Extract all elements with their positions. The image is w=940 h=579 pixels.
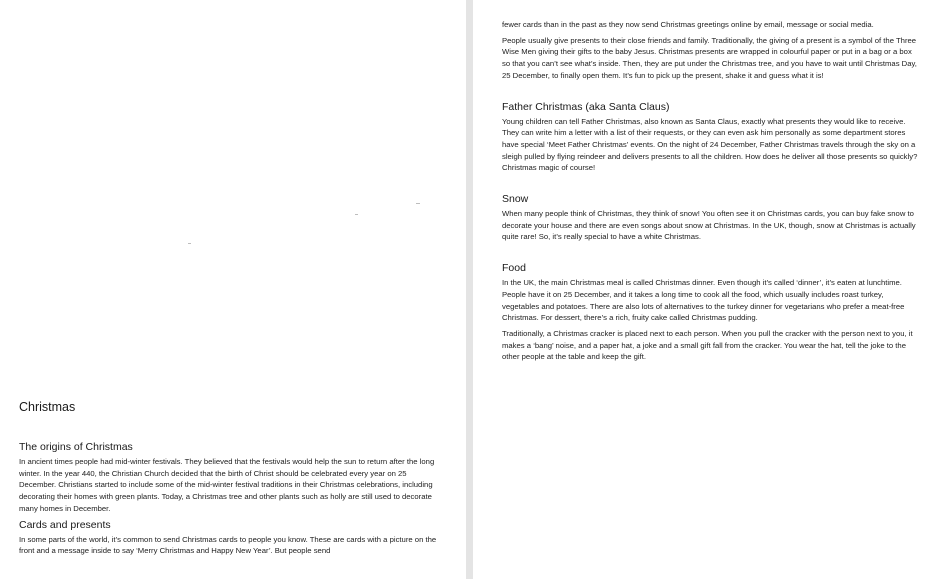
section-heading: Food (502, 262, 526, 275)
image-artifact (355, 214, 358, 215)
section-heading: Cards and presents (19, 518, 111, 531)
section-heading: The origins of Christmas (19, 441, 133, 453)
spacer (502, 86, 920, 101)
paragraph: In the UK, the main Christmas meal is called Christmas dinner. Even though it’s called ‘dinner’, it’s eaten at lunchtime. People have it on 25 December, and it takes a long time to cook all the food, which usually includes roast turkey, vegetables and potatoes. There are also lots of alternatives to the turkey dinner for vegetarians who prefer a meat-free Christmas. For dessert, there’s a rich, fruity cake called Christmas pudding. (502, 278, 905, 323)
section-snow (502, 193, 920, 243)
paragraph: People usually give presents to their close friends and family. Traditionally, the giving of a present is a symbol of the Three Wise Men giving their gifts to the baby Jesus. Christmas presents are wrapped in colourful paper or put in a bag or a box so that you can’t see what’s inside. Then, they are put under the Christmas tree, and you have to wait until Christmas Day, 25 December, to finally open them. It’s fun to pick up the present, shake it and guess what it is! (502, 35, 917, 80)
section-heading: Father Christmas (aka Santa Claus) (502, 100, 670, 113)
section-father-christmas (502, 101, 920, 175)
paragraph: fewer cards than in the past as they now send Christmas greetings online by email, message or social media. (502, 20, 874, 29)
paragraph: When many people think of Christmas, they think of snow! You often see it on Christmas cards, you can buy fake snow to decorate your house and there are even songs about snow at Christmas. In the UK, though, snow at Christmas is actually quite rare! So, it’s really special to have a white Christmas. (502, 209, 916, 242)
image-artifact (416, 203, 420, 204)
left-page (0, 0, 466, 579)
image-artifact (188, 243, 191, 244)
paragraph: In some parts of the world, it’s common to send Christmas cards to people you know. These are cards with a picture on the front and a message inside to say ‘Merry Christmas and Happy New Year’. But people send (19, 534, 437, 556)
right-page-content (502, 19, 920, 367)
paragraph: Traditionally, a Christmas cracker is placed next to each person. When you pull the cracker with the person next to you, it makes a ‘bang’ noise, and a paper hat, a joke and a small gift fall from the cracker. You wear the hat, tell the joke to the other people at the table and keep the gift. (502, 328, 913, 362)
left-page-content (19, 400, 439, 561)
paragraph: Young children can tell Father Christmas, also known as Santa Claus, exactly what presents they would like to receive. They can write him a letter with a list of their requests, or they can even ask him personally as some department stores have special ‘Meet Father Christmas’ events. On the night of 24 December, Father Christmas travels through the sky on a sleigh pulled by flying reindeer and delivers presents to all the children. How does he deliver all those presents so quickly? Christmas magic of course! (502, 116, 918, 173)
spacer (502, 178, 920, 193)
section-heading: Snow (502, 193, 529, 206)
right-page (473, 0, 940, 579)
page-gutter (466, 0, 473, 579)
paragraph: In ancient times people had mid-winter festivals. They believed that the festivals would help the sun to return after the long winter. In the year 440, the Christian Church decided that the birth of Christ should be celebrated every year on 25 December. Christians started to include some of the mid-winter festival traditions in their Christmas celebrations, including decorating their homes with green plants. Today, a Christmas tree and other plants such as holly are still used to decorate many homes in December. (19, 457, 435, 513)
section-food (502, 262, 920, 363)
spacer (502, 247, 920, 262)
document-title: Christmas (19, 400, 76, 414)
section-cards-presents (19, 519, 439, 557)
section-origins (19, 441, 439, 515)
